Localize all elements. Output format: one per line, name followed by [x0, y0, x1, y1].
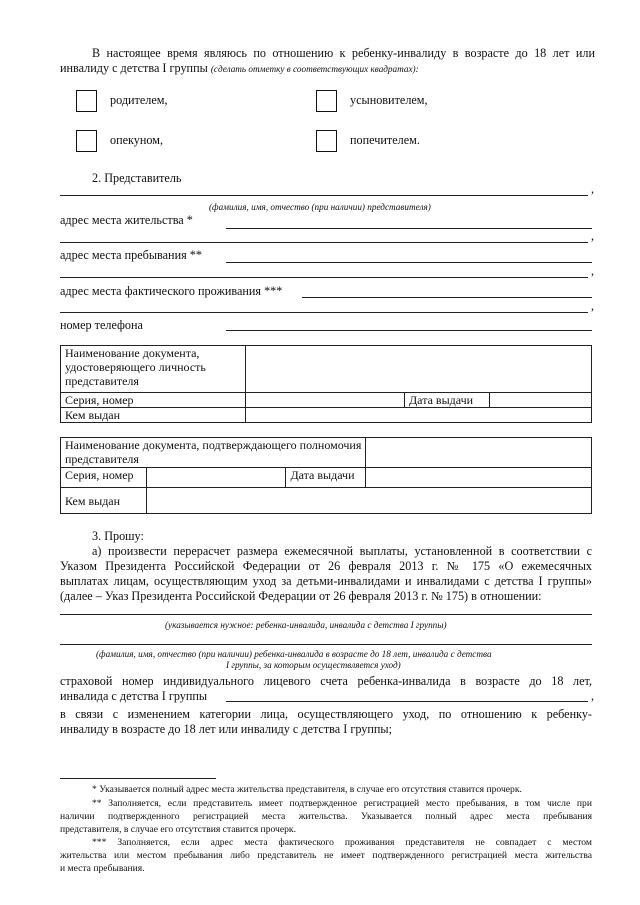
authority-doc-name-value[interactable]: [366, 438, 592, 468]
residence-field[interactable]: [226, 228, 592, 229]
actual-residence-field-line-2[interactable]: [60, 312, 588, 313]
checkbox-parent[interactable]: [76, 90, 97, 112]
footnote-separator: [60, 778, 216, 779]
snils-line-2: инвалида с детства I группы: [60, 689, 208, 703]
request-line-3: выплатах лицам, осуществляющим уход за детьми-инвалидами и инвалидами с детства I группы»: [60, 574, 592, 588]
authority-issued-by-value[interactable]: [146, 488, 591, 514]
phone-field[interactable]: [226, 330, 592, 331]
option-adoptive-label: усыновителем,: [350, 93, 428, 107]
residence-field-line-2[interactable]: [60, 242, 588, 243]
footnote-2-line-3: представителя, в случае его отсутствия ставится прочерк.: [60, 824, 296, 835]
comma-mark: ,: [591, 229, 595, 243]
footnote-1: * Указывается полный адрес места жительства представителя, в случае его отсутствия ставится прочерк.: [92, 784, 522, 795]
actual-residence-field[interactable]: [302, 297, 592, 298]
stay-field-line-2[interactable]: [60, 277, 588, 278]
reason-line-2: инвалиду в возрасте до 18 лет или инвалиду с детства I группы;: [60, 722, 392, 736]
request-line-1: а) произвести перерасчет размера ежемесячной выплаты, установленной в соответствии с: [92, 544, 592, 558]
comma-mark: ,: [591, 264, 595, 278]
stay-label: адрес места пребывания **: [60, 248, 202, 262]
snils-field[interactable]: [226, 701, 588, 702]
identity-issue-date-label: Дата выдачи: [405, 393, 490, 408]
comma-mark: ,: [591, 182, 595, 196]
authority-document-table: [60, 437, 592, 514]
identity-doc-name-value[interactable]: [246, 346, 592, 393]
checkbox-trustee[interactable]: [316, 130, 337, 152]
checkbox-guardian[interactable]: [76, 130, 97, 152]
identity-issued-by-label: Кем выдан: [61, 408, 246, 423]
identity-issue-date-value[interactable]: [490, 393, 592, 408]
section-3-title: 3. Прошу:: [92, 529, 144, 543]
identity-document-table: [60, 345, 592, 423]
identity-series-value[interactable]: [246, 393, 405, 408]
intro-line-1: В настоящее время являюсь по отношению к ребенку-инвалиду в возрасте до 18 лет или: [92, 46, 595, 60]
authority-doc-name-label: Наименование документа, подтверждающего полномочия представителя: [61, 438, 366, 468]
reason-line-1: в связи с изменением категории лица, осуществляющего уход, по отношению к ребенку-: [60, 707, 592, 721]
authority-series-value[interactable]: [146, 468, 286, 488]
footnote-3-line-3: и места пребывания.: [60, 863, 145, 874]
intro-line-2: [60, 61, 419, 76]
request-line-4: (далее – Указ Президента Российской Федерации от 26 февраля 2013 г. № 175) в отношении:: [60, 589, 542, 603]
representative-name-field[interactable]: [60, 195, 588, 196]
footnote-2-line-1: ** Заполняется, если представитель имеет подтвержденное регистрацией место пребывания, в том числе при: [92, 798, 592, 809]
representative-name-caption: (фамилия, имя, отчество (при наличии) представителя): [209, 202, 431, 212]
recipient-category-caption: (указывается нужное: ребенка-инвалида, инвалида с детства I группы): [165, 620, 447, 630]
footnote-3-line-2: жительства или местом пребывания либо представитель не имеет подтвержденного регистрацией места жительства: [60, 850, 592, 861]
comma-mark: ,: [591, 299, 595, 313]
section-2-title: 2. Представитель: [92, 171, 182, 185]
checkbox-adoptive[interactable]: [316, 90, 337, 112]
intro-line-2-main: инвалиду с детства I группы: [60, 61, 211, 75]
comma-mark: ,: [591, 689, 595, 703]
recipient-name-caption-2: I группы, за которым осуществляется уход): [226, 660, 401, 670]
option-parent-label: родителем,: [110, 93, 168, 107]
identity-series-label: Серия, номер: [61, 393, 246, 408]
recipient-name-field[interactable]: [60, 644, 592, 645]
recipient-name-caption-1: (фамилия, имя, отчество (при наличии) ребенка-инвалида в возрасте до 18 лет, инвалида с детства: [96, 649, 492, 659]
actual-residence-label: адрес места фактического проживания ***: [60, 284, 283, 298]
authority-issue-date-value[interactable]: [366, 468, 592, 488]
authority-issued-by-label: Кем выдан: [61, 488, 147, 514]
option-trustee-label: попечителем.: [350, 133, 420, 147]
stay-field[interactable]: [226, 262, 592, 263]
identity-issued-by-value[interactable]: [246, 408, 592, 423]
identity-doc-name-label: Наименование документа, удостоверяющего личность представителя: [61, 346, 246, 393]
footnote-2-line-2: наличии подтвержденного регистрацией места жительства. Указывается полный адрес места пребывания: [60, 811, 592, 822]
footnote-3-line-1: *** Заполняется, если адрес места фактического проживания представителя не совпадает с местом: [92, 837, 592, 848]
intro-note: (сделать отметку в соответствующих квадратах):: [210, 64, 419, 74]
authority-series-label: Серия, номер: [61, 468, 147, 488]
recipient-category-field[interactable]: [60, 614, 592, 615]
request-line-2: Указом Президента Российской Федерации от 26 февраля 2013 г. № 175 «О ежемесячных: [60, 559, 592, 573]
phone-label: номер телефона: [60, 318, 143, 332]
residence-label: адрес места жительства *: [60, 213, 193, 227]
authority-issue-date-label: Дата выдачи: [286, 468, 366, 488]
snils-line-1: страховой номер индивидуального лицевого счета ребенка-инвалида в возрасте до 18 лет,: [60, 674, 592, 688]
option-guardian-label: опекуном,: [110, 133, 164, 147]
